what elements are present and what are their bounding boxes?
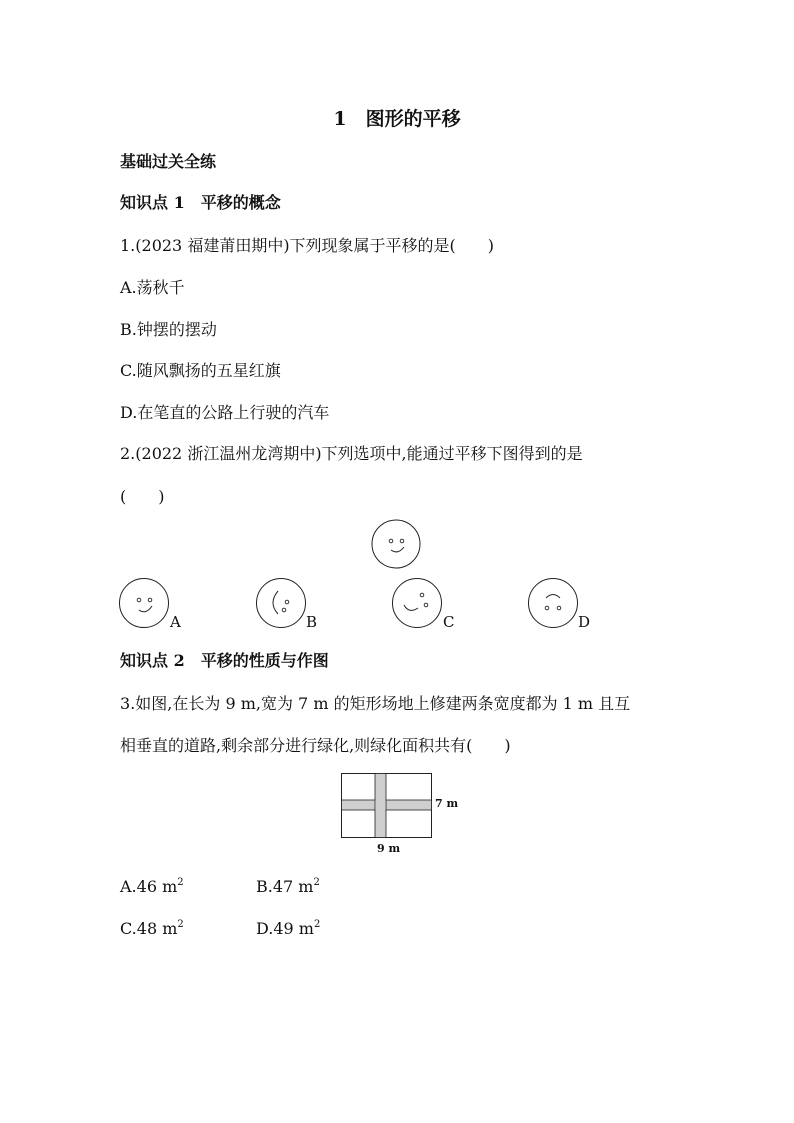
- question-1-option-b: B.钟摆的摆动: [120, 320, 217, 339]
- question-3-option-b: B.47 $m^2$: [256, 877, 320, 896]
- question-1-option-c: C.随风飘扬的五星红旗: [120, 361, 281, 380]
- question-3-option-d: D.49 $m^2$: [256, 919, 321, 938]
- question-3-option-c: C.48 $m^2$: [120, 919, 184, 938]
- smiley-option-a-figure: [119, 578, 171, 630]
- question-3-option-a: A.46 $m^2$: [120, 877, 184, 896]
- rectangle-roads-figure: [341, 773, 433, 839]
- question-2-stem: 2.(2022 浙江温州龙湾期中)下列选项中,能通过平移下图得到的是: [120, 444, 583, 463]
- knowledge-point-1-heading: 知识点 1 平移的概念: [120, 193, 281, 212]
- question-3-stem-line-1: 3.如图,在长为 9 m,宽为 7 m 的矩形场地上修建两条宽度都为 1 m 且互: [120, 694, 631, 713]
- question-3-stem-line-2: 相垂直的道路,剩余部分进行绿化,则绿化面积共有( ): [120, 736, 511, 755]
- smiley-option-b-figure: [256, 578, 308, 630]
- figure-width-label: 9 m: [377, 842, 401, 855]
- figure-height-label: 7 m: [435, 797, 459, 810]
- option-a-label: A: [170, 613, 181, 631]
- option-c-label: C: [443, 613, 455, 631]
- option-d-label: D: [578, 613, 591, 631]
- knowledge-point-2-heading: 知识点 2 平移的性质与作图: [120, 651, 329, 670]
- smiley-option-d-figure: [528, 578, 580, 630]
- question-1-option-d: D.在笔直的公路上行驶的汽车: [120, 403, 330, 422]
- option-b-label: B: [306, 613, 318, 631]
- smiley-option-c-figure: [392, 578, 444, 630]
- question-2-blank: ( ): [120, 487, 165, 506]
- smiley-reference-figure: [371, 517, 425, 571]
- question-1-option-a: A.荡秋千: [120, 278, 185, 297]
- page-title: 1 图形的平移: [333, 108, 461, 130]
- question-1-stem: 1.(2023 福建莆田期中)下列现象属于平移的是( ): [120, 236, 495, 255]
- section-heading: 基础过关全练: [120, 152, 217, 171]
